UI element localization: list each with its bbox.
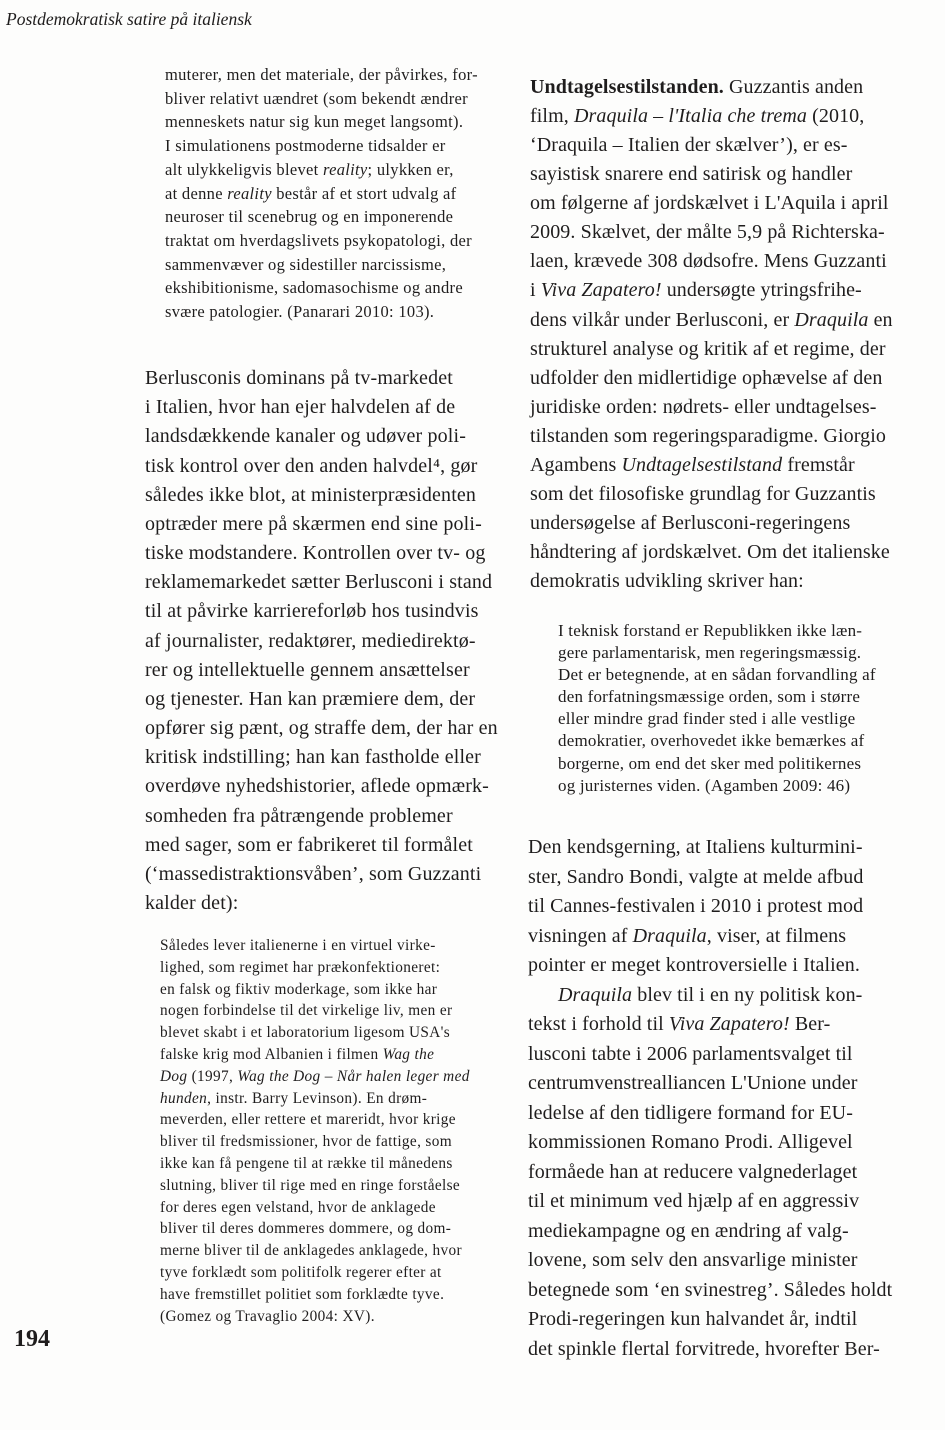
body-text-right-top (530, 73, 900, 596)
text-line (530, 276, 900, 305)
text-line: tyve forklædt som politifolk regerer efter at (160, 1263, 442, 1281)
text-line: muterer, men det materiale, der påvirkes, for- (165, 65, 478, 84)
italic-text: Undtagelsestilstand (621, 453, 783, 476)
bold-text: Undtagelsestilstanden. (530, 76, 724, 98)
text-run: (1997, (187, 1067, 238, 1085)
text-run: falske krig mod Albanien i filmen (160, 1045, 383, 1063)
page-number: 194 (14, 1326, 50, 1352)
text-line: og juristernes viden. (Agamben 2009: 46) (558, 775, 851, 795)
italic-text: Wag the Dog – Når halen leger med (237, 1067, 470, 1085)
text-line: tilstanden som regeringsparadigme. Giorgio (530, 424, 886, 447)
text-line: kritisk indstilling; han kan fastholde eller (145, 746, 481, 769)
text-line: formåede han at reducere valgnederlaget (528, 1160, 858, 1183)
text-line: således ikke blot, at ministerpræsidenten (145, 483, 477, 506)
italic-text: reality (227, 183, 272, 203)
text-line (160, 1044, 500, 1066)
text-run: Ber- (789, 1013, 831, 1035)
text-run: blev til i en ny politisk kon- (632, 983, 863, 1006)
text-line: ‘Draquila – Italien der skælver’), er es- (530, 134, 848, 157)
text-line: om følgerne af jordskælvet i L'Aquila i april (530, 192, 889, 215)
text-line: det spinkle flertal forvitrede, hvorefter Ber- (528, 1337, 880, 1360)
text-line: neuroser til scenebrug og en imponerende (165, 207, 454, 227)
text-line: merne bliver til de anklagedes anklagede, hvor (160, 1242, 462, 1260)
italic-text: Draquila (632, 924, 707, 947)
text-line (530, 102, 900, 131)
italic-text: Draquila – l'Italia che trema (573, 105, 808, 128)
italic-text: reality (322, 159, 368, 179)
text-line: traktat om hverdagslivets psykopatologi, der (165, 230, 472, 250)
text-line: have fremstillet politiet som forklædte tyve. (160, 1285, 445, 1303)
text-line: centrumvenstrealliancen L'Unione under (528, 1072, 858, 1094)
text-line: somheden fra påtrængende problemer (145, 804, 453, 827)
text-line: gere parlamentarisk, men regeringsmæssig. (558, 643, 862, 663)
italic-text: Draquila (558, 983, 633, 1006)
text-line: med sager, som er fabrikeret til formålet (145, 833, 473, 856)
text-run: fremstår (782, 453, 855, 476)
text-line: meverden, eller rettere et mareridt, hvor krige (160, 1111, 456, 1129)
text-run: , viser, at filmens (706, 924, 847, 947)
text-line: slutning, bliver til rige med en ringe forståelse (160, 1176, 461, 1194)
text-line: demokratier, overhovedet ikke bemærkes af (558, 731, 865, 751)
text-run: at denne (165, 183, 228, 203)
italic-text: Viva Zapatero! (668, 1013, 790, 1035)
text-line: af journalister, redaktører, mediedirektø- (145, 629, 476, 652)
text-line (528, 981, 900, 1011)
text-line: menneskets natur sig kun meget langsomt). (165, 112, 464, 132)
block-quote-gomez-travaglio (160, 935, 500, 1327)
text-run: i (530, 279, 541, 302)
text-line: i Italien, hvor han ejer halvdelen af de (145, 396, 456, 419)
text-line: opfører sig pænt, og straffe dem, der har en (145, 717, 498, 740)
text-line: juridiske orden: nødrets- eller undtagelses- (530, 395, 877, 418)
text-line: ster, Sandro Bondi, valgte at melde afbud (528, 865, 864, 888)
text-line: bliver relativt uændret (som bekendt ændrer (165, 88, 468, 108)
text-line: ikke kan få pengene til at række til månedens (160, 1154, 453, 1172)
italic-text: Dog (160, 1067, 188, 1085)
text-line: 2009. Skælvet, der målte 5,9 på Richterska- (530, 221, 885, 244)
text-run: , instr. Barry Levinson). En drøm- (207, 1089, 428, 1107)
text-line: sammenvæver og sidestiller narcissisme, (165, 254, 447, 274)
text-line: håndtering af jordskælvet. Om det italienske (530, 541, 890, 563)
text-line: sayistisk snarere end satirisk og handler (530, 163, 853, 186)
text-line: lighed, som regimet har prækonfektioneret: (160, 958, 441, 976)
text-run: dens vilkår under Berlusconi, er (530, 308, 795, 331)
text-line (530, 451, 900, 480)
text-line (528, 1010, 900, 1040)
text-line: demokratis udvikling skriver han: (530, 570, 804, 593)
italic-text: hunden (160, 1089, 208, 1107)
text-line: og tjenester. Han kan præmiere dem, der (145, 687, 476, 710)
text-line: lusconi tabte i 2006 parlamentsvalget til (528, 1042, 853, 1065)
text-line: laen, krævede 308 dødsofre. Mens Guzzanti (530, 250, 887, 273)
text-run: undersøgte ytringsfrihe- (661, 279, 862, 302)
text-line: mediekampagne og en ændring af valg- (528, 1219, 849, 1242)
text-line: nogen forbindelse til det virkelige liv, men er (160, 1002, 453, 1020)
text-line: pointer er meget kontroversielle i Italien. (528, 954, 860, 976)
text-line: blevet skabt i et laboratorium ligesom USA's (160, 1024, 451, 1042)
text-run: film, (530, 105, 574, 128)
text-line: optræder mere på skærmen end sine poli- (145, 512, 482, 535)
text-line (530, 73, 900, 102)
text-line: lovene, som selv den ansvarlige minister (528, 1249, 858, 1271)
text-line (530, 306, 900, 335)
text-line: til Cannes-festivalen i 2010 i protest mod (528, 895, 864, 917)
text-run: Agambens (530, 453, 622, 476)
text-run: alt ulykkeligvis blevet (165, 159, 323, 179)
text-line: rer og intellektuelle gennem ansættelser (145, 658, 470, 681)
text-line: en falsk og fiktiv moderkage, som ikke har (160, 980, 438, 998)
text-run: tekst i forhold til (528, 1013, 669, 1035)
text-line: strukturel analyse og kritik af et regime, der (530, 337, 886, 360)
text-line: undersøgelse af Berlusconi-regeringens (530, 511, 851, 534)
text-line: svære patologier. (Panarari 2010: 103). (165, 302, 435, 322)
text-line: borgerne, om end det sker med politikernes (558, 753, 862, 773)
text-line: tiske modstandere. Kontrollen over tv- og (145, 542, 486, 565)
text-line: tisk kontrol over den anden halvdel⁴, gør (145, 454, 478, 477)
text-line: bliver til deres dommeres dommere, og dom- (160, 1220, 452, 1238)
text-line: Den kendsgerning, at Italiens kulturmini- (528, 836, 863, 858)
text-line: bliver til fredsmissioner, hvor de fattige, som (160, 1133, 452, 1151)
text-line: overdøve nyhedshistorier, aflede opmærk- (145, 775, 489, 798)
text-line: udfolder den midlertidige ophævelse af den (530, 366, 883, 389)
text-run: visningen af (528, 924, 633, 947)
text-line: eller mindre grad finder sted i alle vestlige (558, 709, 856, 729)
italic-text: Wag the (382, 1045, 435, 1063)
text-line: Berlusconis dominans på tv-markedet (145, 367, 453, 389)
text-run: ; ulykken er, (367, 159, 454, 179)
text-run: består af et stort udvalg af (271, 183, 457, 203)
text-run: Guzzantis anden (723, 76, 864, 98)
text-line: I teknisk forstand er Republikken ikke læn- (558, 621, 863, 640)
text-line: ekshibitionisme, sadomasochisme og andre (165, 278, 463, 298)
text-line (165, 158, 510, 182)
text-line: til et minimum ved hjælp af en aggressiv (528, 1190, 860, 1212)
text-line: reklamemarkedet sætter Berlusconi i stand (145, 571, 493, 594)
text-line: for deres egen velstand, hvor de anklagede (160, 1198, 436, 1216)
text-line: kalder det): (145, 892, 239, 915)
text-line: betegnede som ‘en svinestreg’. Således holdt (528, 1278, 893, 1301)
text-line: Det er betegnende, at en sådan forvandling af (558, 665, 876, 685)
running-title: Postdemokratisk satire på italiensk (6, 9, 252, 29)
text-line: I simulationens postmoderne tidsalder er (165, 136, 446, 156)
text-line: Prodi-regeringen kun halvandet år, indtil (528, 1308, 858, 1330)
body-text-right-bottom (528, 833, 900, 1364)
text-line: til at påvirke karriereforløb hos tusindvis (145, 600, 479, 623)
text-line: som det filosofiske grundlag for Guzzantis (530, 482, 876, 505)
text-line (160, 1088, 500, 1110)
text-line: (‘massedistraktionsvåben’, som Guzzanti (145, 862, 482, 885)
text-run: (2010, (807, 105, 865, 128)
text-line: (Gomez og Travaglio 2004: XV). (160, 1307, 375, 1325)
text-line (160, 1066, 500, 1088)
text-line: den forfatningsmæssige orden, som i større (558, 687, 861, 707)
text-line: kommissionen Romano Prodi. Alligevel (528, 1131, 853, 1153)
block-quote-agamben (558, 620, 900, 797)
block-quote-panarari (165, 63, 510, 324)
text-run: en (868, 308, 893, 331)
text-line: ledelse af den tidligere formand for EU- (528, 1101, 853, 1124)
italic-text: Draquila (794, 308, 869, 331)
text-line: Således lever italienerne i en virtuel virke- (160, 937, 436, 954)
text-line (165, 182, 510, 206)
text-line: landsdækkende kanaler og udøver poli- (145, 425, 467, 448)
body-text-left (145, 364, 505, 918)
text-line (528, 922, 900, 952)
italic-text: Viva Zapatero! (540, 279, 662, 302)
